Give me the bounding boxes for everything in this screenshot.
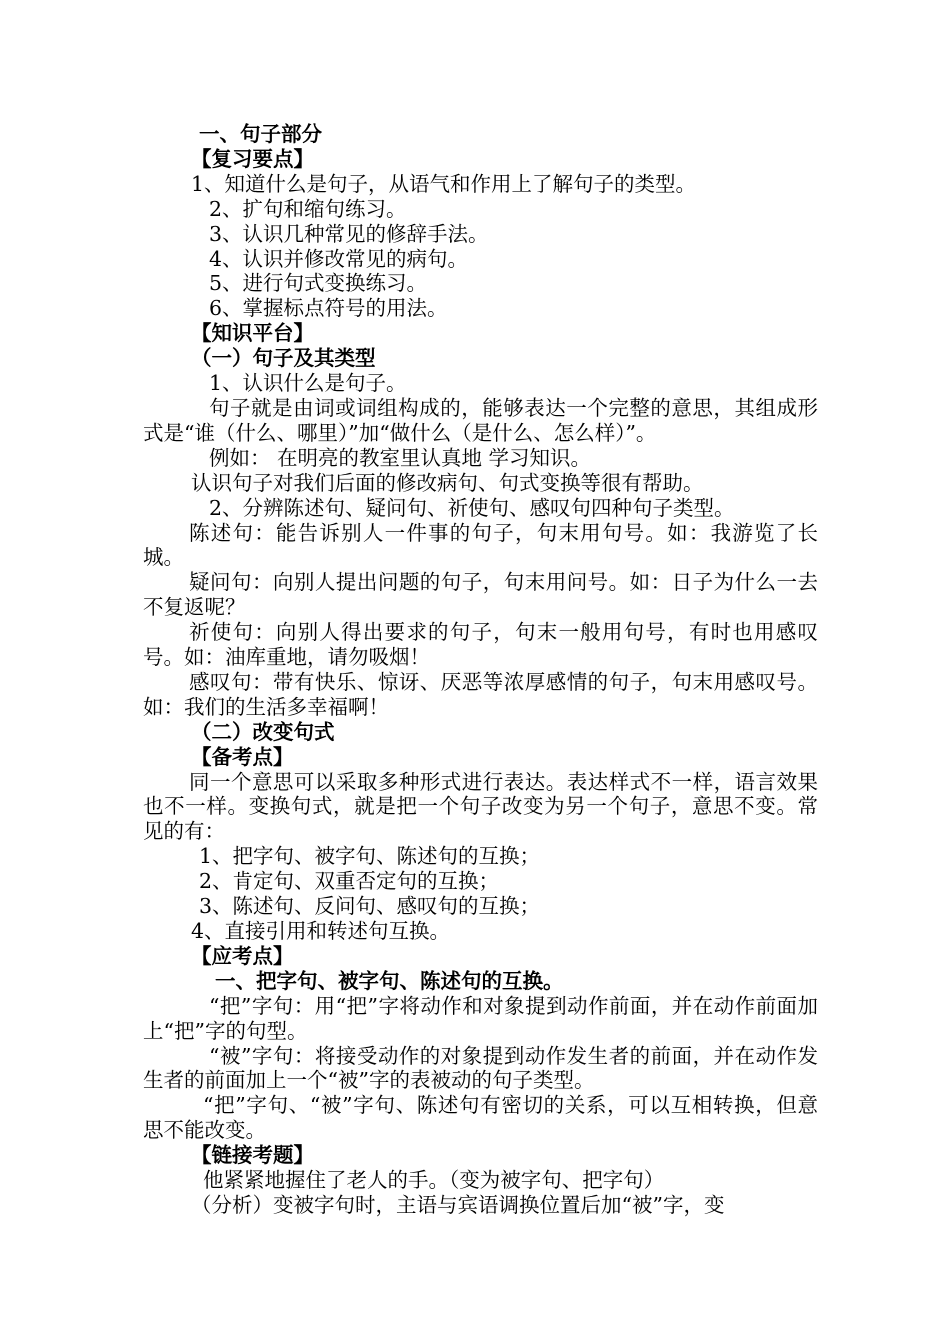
list-item: 2、肯定句、双重否定句的互换； [199,869,500,894]
subheading: 【知识平台】 [191,321,314,346]
paragraph: “被”字句：将接受动作的对象提到动作发生者的前面，并在动作发生者的前面加上一个“被”字的表被动的句子类型。 [143,1043,818,1093]
list-item: 4、直接引用和转述句互换。 [191,919,451,943]
document-body [143,122,818,1218]
list-item: 6、掌握标点符号的用法。 [209,296,448,321]
paragraph: 句子就是由词或词组构成的，能够表达一个完整的意思，其组成形式是“谁（什么、哪里）”加“做什么（是什么、怎么样）”。 [143,395,818,445]
section-heading: 一、把字句、被字句、陈述句的互换。 [215,968,564,993]
list-item: 3、认识几种常见的修辞手法。 [209,221,489,246]
list-item: 2、分辨陈述句、疑问句、祈使句、感叹句四种句子类型。 [209,495,735,520]
paragraph: 疑问句：向别人提出问题的句子，句末用问号。如：日子为什么一去不复返呢？ [143,570,818,620]
paragraph: 他紧紧地握住了老人的手。（变为被字句、把字句） [203,1168,665,1193]
subheading: 【链接考题】 [191,1143,314,1168]
paragraph: 认识句子对我们后面的修改病句、句式变换等很有帮助。 [191,470,704,495]
subheading: （一）句子及其类型 [191,346,376,371]
list-item: 1、知道什么是句子，从语气和作用上了解句子的类型。 [191,171,697,196]
paragraph: 例如： 在明亮的教室里认真地 学习知识。 [209,445,592,470]
list-item: 1、把字句、被字句、陈述句的互换； [199,844,541,869]
list-item: 1、认识什么是句子。 [209,371,407,396]
subheading: 【应考点】 [191,943,294,968]
list-item: 3、陈述句、反问句、感叹句的互换； [199,894,541,919]
section-heading: 一、句子部分 [199,122,322,146]
paragraph: “把”字句、“被”字句、陈述句有密切的关系，可以互相转换，但意思不能改变。 [143,1093,818,1143]
paragraph: 同一个意思可以采取多种形式进行表达。表达样式不一样，语言效果也不一样。变换句式，就是把一个句子改变为另一个句子，意思不变。常见的有： [143,769,818,844]
subheading: 【复习要点】 [191,146,314,171]
subheading: 【备考点】 [191,744,294,769]
paragraph: 陈述句：能告诉别人一件事的句子，句末用句号。如：我游览了长城。 [143,520,818,570]
subheading: （二）改变句式 [191,719,335,744]
paragraph: 祈使句：向别人得出要求的句子，句末一般用句号，有时也用感叹号。如：油库重地，请勿吸烟！ [143,620,818,670]
list-item: 2、扩句和缩句练习。 [209,196,407,221]
paragraph: 感叹句：带有快乐、惊讶、厌恶等浓厚感情的句子，句末用感叹号。如：我们的生活多幸福啊！ [143,669,818,719]
paragraph: “把”字句：用“把”字将动作和对象提到动作前面，并在动作前面加上“把”字的句型。 [143,993,818,1043]
list-item: 5、进行句式变换练习。 [209,271,428,296]
paragraph: （分析）变被字句时，主语与宾语调换位置后加“被”字，变 [191,1192,725,1217]
list-item: 4、认识并修改常见的病句。 [209,246,469,271]
